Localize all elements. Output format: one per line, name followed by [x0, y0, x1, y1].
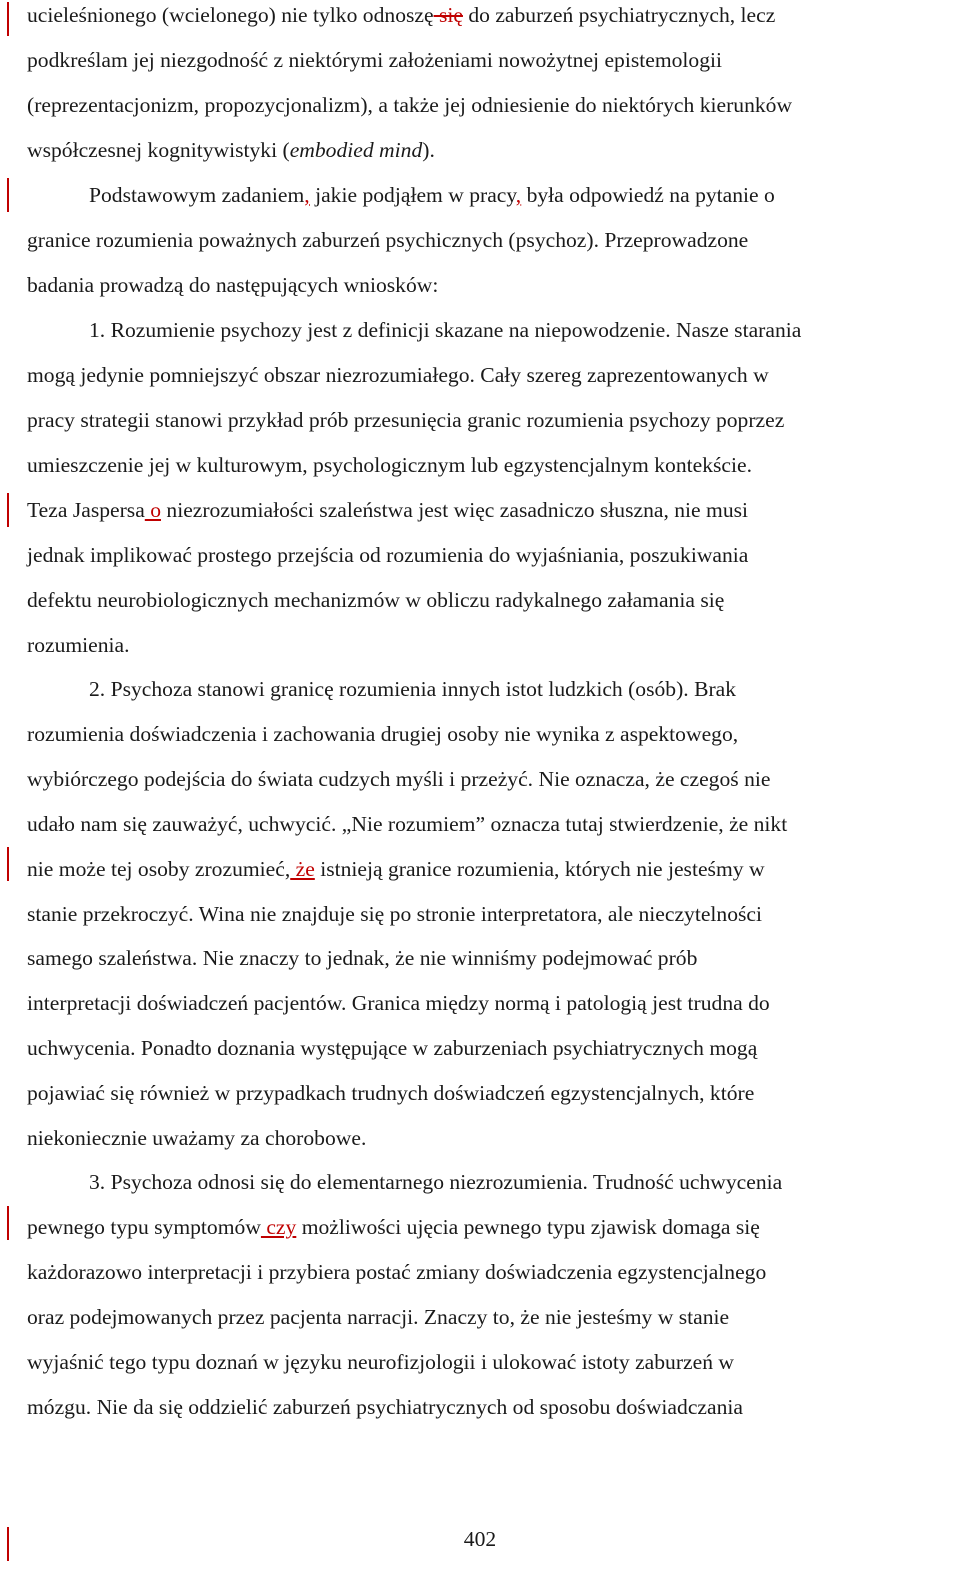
text-run: jakie podjąłem w pracy: [309, 183, 516, 207]
text-run: Podstawowym zadaniem: [89, 183, 305, 207]
italic-term: embodied mind: [289, 138, 423, 162]
inserted-text: ,: [515, 183, 522, 207]
text-line: pojawiać się również w przypadkach trudnych doświadczeń egzystencjalnych, które: [27, 1081, 755, 1105]
text-line: interpretacji doświadczeń pacjentów. Granica między normą i patologią jest trudna do: [27, 991, 770, 1015]
text-line: udało nam się zauważyć, uchwycić. „Nie rozumiem” oznacza tutaj stwierdzenie, że nikt: [27, 812, 788, 836]
change-bar: [7, 847, 9, 881]
change-bar: [7, 1206, 9, 1240]
text-line: każdorazowo interpretacji i przybiera postać zmiany doświadczenia egzystencjalnego: [27, 1260, 767, 1284]
list-item-2: 2. Psychoza stanowi granicę rozumienia innych istot ludzkich (osób). Brak: [89, 677, 737, 701]
text-line: defektu neurobiologicznych mechanizmów w obliczu radykalnego załamania się: [27, 588, 725, 612]
text-line: rozumienia doświadczenia i zachowania drugiej osoby nie wynika z aspektowego,: [27, 722, 739, 746]
text-line: mogą jedynie pomniejszyć obszar niezrozumiałego. Cały szereg zaprezentowanych w: [27, 363, 769, 387]
text-run: ucieleśnionego (wcielonego) nie tylko odnoszę: [27, 3, 434, 27]
page-number: 402: [463, 1527, 497, 1551]
text-line: [27, 498, 748, 523]
text-line: (reprezentacjonizm, propozycjonalizm), a także jej odniesienie do niektórych kierunków: [27, 93, 793, 117]
text-run: Teza Jaspersa: [27, 498, 145, 522]
text-run: współczesnej kognitywistyki (: [27, 138, 290, 162]
list-item-3: 3. Psychoza odnosi się do elementarnego niezrozumienia. Trudność uchwycenia: [89, 1170, 783, 1194]
inserted-text: ,: [304, 183, 310, 207]
text-line: [27, 3, 775, 28]
text-line: samego szaleństwa. Nie znaczy to jednak, że nie winniśmy podejmować prób: [27, 946, 698, 970]
inserted-text: czy: [260, 1215, 297, 1239]
text-line: wyjaśnić tego typu doznań w języku neurofizjologii i ulokować istoty zaburzeń w: [27, 1350, 735, 1374]
text-run: nie może tej osoby zrozumieć,: [27, 857, 291, 881]
change-bar: [7, 178, 9, 212]
change-bar: [7, 493, 9, 527]
list-item-1: 1. Rozumienie psychozy jest z definicji skazane na niepowodzenie. Nasze starania: [89, 318, 802, 342]
text-line: mózgu. Nie da się oddzielić zaburzeń psychiatrycznych od sposobu doświadczania: [27, 1395, 743, 1419]
text-line: uchwycenia. Ponadto doznania występujące w zaburzeniach psychiatrycznych mogą: [27, 1036, 758, 1060]
inserted-text: o: [144, 498, 161, 522]
text-run: możliwości ujęcia pewnego typu zjawisk domaga się: [296, 1215, 760, 1239]
text-line: wybiórczego podejścia do świata cudzych myśli i przeżyć. Nie oznacza, że czegoś nie: [27, 767, 771, 791]
text-line: umieszczenie jej w kulturowym, psychologicznym lub egzystencjalnym kontekście.: [27, 453, 752, 477]
text-line: niekoniecznie uważamy za chorobowe.: [27, 1126, 367, 1150]
text-run: do zaburzeń psychiatrycznych, lecz: [462, 3, 776, 27]
text-line: [27, 1215, 760, 1240]
text-line: [27, 857, 765, 882]
change-bar: [7, 2, 9, 36]
text-run: była odpowiedź na pytanie o: [521, 183, 775, 207]
paragraph-start: [89, 183, 775, 208]
text-line: pracy strategii stanowi przykład prób przesunięcia granic rozumienia psychozy poprzez: [27, 408, 785, 432]
text-line: stanie przekroczyć. Wina nie znajduje się po stronie interpretatora, ale nieczytelności: [27, 902, 762, 926]
text-run: pewnego typu symptomów: [27, 1215, 261, 1239]
text-run: niezrozumiałości szaleństwa jest więc zasadniczo słuszna, nie musi: [161, 498, 749, 522]
deleted-text: się: [433, 3, 463, 27]
inserted-text: że: [290, 857, 315, 881]
text-line: oraz podejmowanych przez pacjenta narracji. Znaczy to, że nie jesteśmy w stanie: [27, 1305, 730, 1329]
text-line: [27, 138, 435, 163]
text-run: istnieją granice rozumienia, których nie jesteśmy w: [314, 857, 765, 881]
text-line: badania prowadzą do następujących wniosków:: [27, 273, 439, 297]
text-line: granice rozumienia poważnych zaburzeń psychicznych (psychoz). Przeprowadzone: [27, 228, 749, 252]
text-run: ).: [422, 138, 435, 162]
text-line: jednak implikować prostego przejścia od rozumienia do wyjaśniania, poszukiwania: [27, 543, 749, 567]
text-line: rozumienia.: [27, 633, 130, 657]
text-line: podkreślam jej niezgodność z niektórymi założeniami nowożytnej epistemologii: [27, 48, 723, 72]
